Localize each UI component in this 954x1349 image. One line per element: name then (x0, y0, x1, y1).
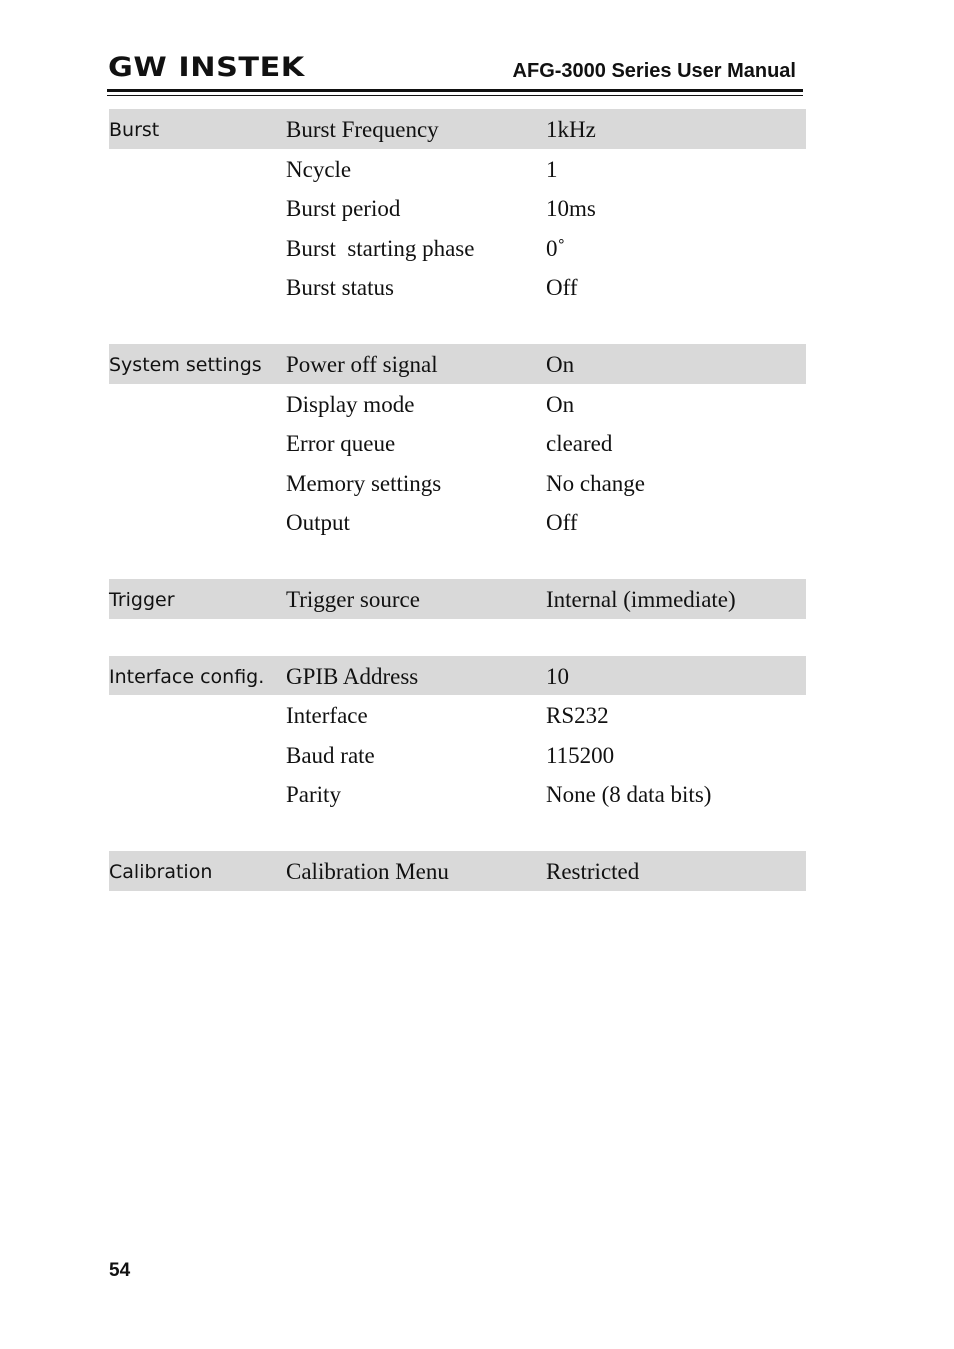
param-value: 1 (546, 156, 558, 182)
param-name: Ncycle (286, 156, 352, 182)
param-name: Burst starting phase (286, 235, 475, 261)
category-label: Burst (109, 119, 160, 141)
param-name: Trigger source (286, 586, 420, 612)
param-name: Burst period (286, 196, 401, 222)
header-rule-thin (107, 95, 803, 96)
param-value: No change (546, 470, 645, 496)
table-row (109, 344, 806, 384)
header-rule-thick (107, 89, 803, 92)
param-name: Output (286, 510, 350, 536)
param-name: Parity (286, 782, 341, 808)
param-value: On (546, 351, 575, 377)
table-row (109, 149, 806, 189)
param-value: Restricted (546, 858, 640, 884)
table-row (109, 774, 806, 814)
param-value: Off (546, 275, 578, 301)
page-number: 54 (109, 1260, 131, 1281)
section-system-settings (109, 344, 806, 542)
section-trigger (109, 579, 806, 619)
table-row (109, 423, 806, 463)
param-value: On (546, 391, 575, 417)
param-value: Off (546, 510, 578, 536)
param-name: GPIB Address (286, 663, 419, 689)
category-label: Interface config. (109, 665, 265, 688)
param-value: cleared (546, 431, 613, 457)
param-value: 10ms (546, 196, 596, 222)
table-row (109, 109, 806, 149)
category-label: System settings (109, 353, 262, 376)
param-name: Baud rate (286, 742, 375, 768)
table-row (109, 735, 806, 775)
param-value: Internal (immediate) (546, 586, 736, 612)
param-value: 1kHz (546, 117, 596, 142)
param-name: Power off signal (286, 351, 438, 377)
gw-instek-logo: GW INSTEK (108, 52, 305, 83)
table-row (109, 384, 806, 424)
param-value: None (8 data bits) (546, 782, 712, 808)
manual-title: AFG-3000 Series User Manual (512, 60, 796, 82)
param-name: Interface (286, 703, 368, 729)
param-name: Memory settings (286, 470, 442, 496)
section-interface-config (109, 656, 806, 814)
section-burst (109, 109, 806, 307)
param-name: Display mode (286, 391, 415, 417)
table-row (109, 463, 806, 503)
table-row (109, 695, 806, 735)
param-value: 115200 (546, 742, 615, 768)
param-name: Burst status (286, 275, 394, 301)
table-row (109, 267, 806, 307)
table-row (109, 851, 806, 891)
param-name: Calibration Menu (286, 858, 449, 884)
table-row (109, 656, 806, 696)
param-value: 0˚ (546, 235, 566, 261)
param-name: Burst Frequency (286, 117, 439, 142)
table-row (109, 228, 806, 268)
default-settings-table (109, 109, 806, 928)
table-row (109, 188, 806, 228)
section-calibration (109, 851, 806, 891)
param-value: RS232 (546, 703, 609, 729)
category-label: Trigger (109, 588, 175, 611)
param-name: Error queue (286, 431, 396, 457)
category-label: Calibration (109, 860, 213, 883)
table-row (109, 502, 806, 542)
param-value: 10 (546, 663, 569, 689)
table-row (109, 579, 806, 619)
